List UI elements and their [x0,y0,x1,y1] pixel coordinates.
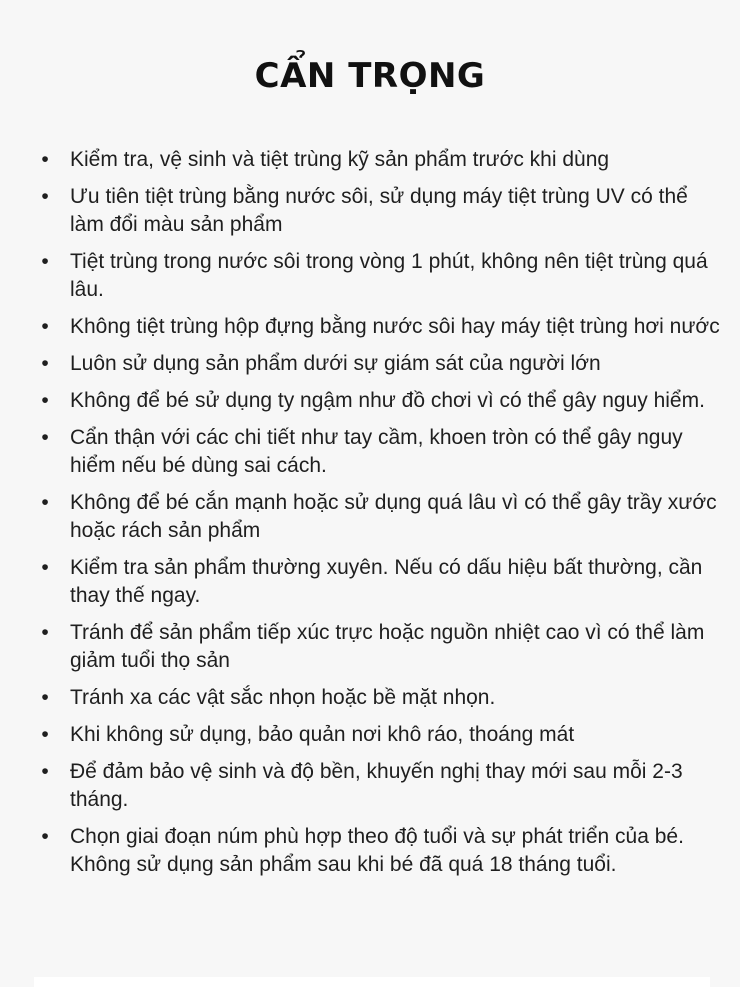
bullet-icon: • [41,686,49,709]
list-item [38,758,720,814]
bullet-icon: • [41,315,49,338]
list-item [38,721,720,749]
page-title: CẨN TRỌNG [254,56,486,96]
list-item-text: Tiệt trùng trong nước sôi trong vòng 1 phút, không nên tiệt trùng quá lâu. [70,250,708,301]
list-item-text: Khi không sử dụng, bảo quản nơi khô ráo, thoáng mát [70,723,575,746]
list-item [38,313,720,341]
list-item [38,684,720,712]
list-item [38,489,720,545]
list-item [38,554,720,610]
list-item [38,823,720,879]
list-item [38,248,720,304]
bullet-icon: • [41,148,49,171]
bullet-icon: • [41,760,49,783]
list-item [38,619,720,675]
list-item [38,424,720,480]
bullet-icon: • [41,556,49,579]
caution-list [38,146,720,888]
bullet-icon: • [41,825,49,848]
list-item-text: Chọn giai đoạn núm phù hợp theo độ tuổi và sự phát triển của bé. Không sử dụng sản phẩm sau khi bé đã quá 18 tháng tuổi. [70,825,684,876]
list-item [38,183,720,239]
bullet-icon: • [41,250,49,273]
list-item-text: Kiểm tra, vệ sinh và tiệt trùng kỹ sản phẩm trước khi dùng [70,148,610,171]
list-item-text: Không để bé sử dụng ty ngậm như đồ chơi vì có thể gây nguy hiểm. [70,389,705,412]
list-item-text: Để đảm bảo vệ sinh và độ bền, khuyến nghị thay mới sau mỗi 2-3 tháng. [70,760,683,811]
list-item-text: Tránh để sản phẩm tiếp xúc trực hoặc nguồn nhiệt cao vì có thể làm giảm tuổi thọ sản [70,621,705,672]
bullet-icon: • [41,491,49,514]
list-item-text: Ưu tiên tiệt trùng bằng nước sôi, sử dụng máy tiệt trùng UV có thể làm đổi màu sản phẩm [70,185,688,236]
list-item [38,146,720,174]
list-item [38,350,720,378]
list-item-text: Không để bé cắn mạnh hoặc sử dụng quá lâu vì có thể gây trầy xước hoặc rách sản phẩm [70,491,717,542]
list-item-text: Tránh xa các vật sắc nhọn hoặc bề mặt nhọn. [70,686,496,709]
list-item [38,387,720,415]
list-item-text: Cẩn thận với các chi tiết như tay cầm, khoen tròn có thể gây nguy hiểm nếu bé dùng sai cách. [70,426,683,477]
bullet-icon: • [41,621,49,644]
bullet-icon: • [41,426,49,449]
list-item-text: Luôn sử dụng sản phẩm dưới sự giám sát của người lớn [70,352,601,375]
bullet-icon: • [41,723,49,746]
footer-panel [34,977,710,987]
bullet-icon: • [41,185,49,208]
list-item-text: Không tiệt trùng hộp đựng bằng nước sôi hay máy tiệt trùng hơi nước [70,315,720,338]
bullet-icon: • [41,352,49,375]
bullet-icon: • [41,389,49,412]
list-item-text: Kiểm tra sản phẩm thường xuyên. Nếu có dấu hiệu bất thường, cần thay thế ngay. [70,556,703,607]
